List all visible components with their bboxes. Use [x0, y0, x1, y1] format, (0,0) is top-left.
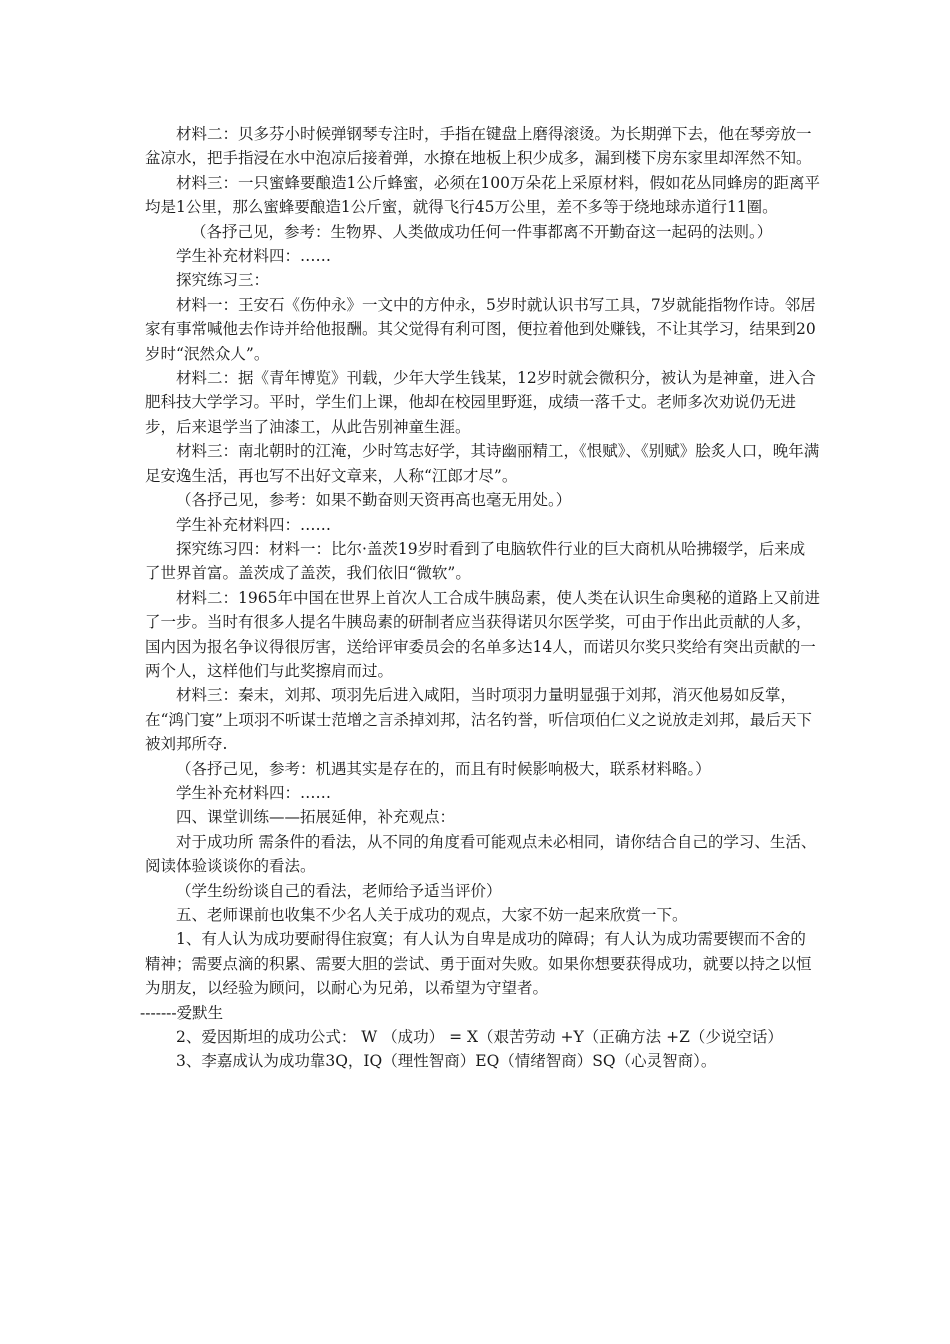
document-body [140, 122, 820, 1074]
paragraph-section-4-heading: 四、课堂训练——拓展延伸，补充观点： [176, 808, 456, 827]
paragraph-exercise-3-heading: 探究练习三： [176, 271, 270, 290]
paragraph-material-1-zhongyong: 材料一：王安石《伤仲永》一文中的方仲永，5岁时就认识书写工具，7岁就能指物作诗。邻居家有事常喊他去作诗并给他报酬。其父觉得有利可图，便拉着他到处赚钱，不让其学习，结果到20岁时“泯然众人”。 [145, 295, 816, 363]
paragraph-section-4-prompt: 对于成功所 需条件的看法，从不同的角度看可能观点未必相同，请你结合自己的学习、生活、阅读体验谈谈你的看法。 [145, 832, 817, 876]
paragraph-section-4-note: （学生纷纷谈自己的看法，老师给予适当评价） [176, 881, 502, 900]
paragraph-material-3-jiangyan: 材料三：南北朝时的江淹，少时笃志好学，其诗幽丽精工，《恨赋》、《别赋》脍炙人口，晚年满足安逸生活，再也写不出好文章来，人称“江郎才尽”。 [145, 442, 820, 485]
paragraph-student-material-4: 学生补充材料四：…… [176, 515, 332, 534]
paragraph-quote-3-likacheng: 3、李嘉成认为成功靠3Q，IQ（理性智商）EQ（情绪智商）SQ（心灵智商）。 [176, 1052, 717, 1071]
paragraph-quote-1: 1、有人认为成功要耐得住寂寞；有人认为自卑是成功的障碍；有人认为成功需要锲而不舍的精神；需要点滴的积累、需要大胆的尝试、勇于面对失败。如果你想要获得成功，就要以持之以恒为朋友，以经验为顾问，以耐心为兄弟，以希望为守望者。 [145, 930, 812, 998]
paragraph-opinion-3: （各抒己见，参考：机遇其实是存在的，而且有时候影响极大，联系材料略。） [176, 759, 711, 778]
paragraph-material-2-beethoven: 材料二：贝多芬小时候弹钢琴专注时，手指在键盘上磨得滚烫。为长期弹下去，他在琴旁放一盆凉水，把手指浸在水中泡凉后接着弹，水撩在地板上积少成多，漏到楼下房东家里却浑然不知。 [145, 125, 812, 168]
paragraph-student-material-4: 学生补充材料四：…… [176, 783, 332, 802]
paragraph-student-material-4: 学生补充材料四：…… [176, 247, 332, 266]
paragraph-material-3-liubang: 材料三：秦末，刘邦、项羽先后进入咸阳，当时项羽力量明显强于刘邦，消灭他易如反掌，在“鸿门宴”上项羽不听谋士范增之言杀掉刘邦，沽名钓誉，听信项伯仁义之说放走刘邦，最后天下被刘邦所夺. [145, 686, 812, 754]
paragraph-material-3-bees: 材料三：一只蜜蜂要酿造1公斤蜂蜜，必须在100万朵花上采原材料，假如花丛同蜂房的距离平均是1公里，那么蜜蜂要酿造1公斤蜜，就得飞行45万公里，差不多等于绕地球赤道行11圈。 [145, 173, 820, 217]
paragraph-quote-2-einstein: 2、爱因斯坦的成功公式： W （成功） = X（艰苦劳动 +Y（正确方法 +Z（少说空话） [176, 1028, 783, 1047]
paragraph-quote-1-author: -------爱默生 [140, 1003, 224, 1022]
paragraph-exercise-4-gates: 探究练习四：材料一：比尔·盖茨19岁时看到了电脑软件行业的巨大商机从哈拂辍学，后来成了世界首富。盖茨成了盖茨，我们依旧“微软”。 [145, 539, 806, 583]
paragraph-section-5-heading: 五、老师课前也收集不少名人关于成功的观点，大家不妨一起来欣赏一下。 [176, 906, 688, 924]
paragraph-material-2-prodigy: 材料二：据《青年博览》刊载，少年大学生钱某，12岁时就会微积分，被认为是神童，进入合肥科技大学学习。平时，学生们上课，他却在校园里野逛，成绩一落千丈。老师多次劝说仍无进步，后来退学当了油漆工，从此告别神童生涯。 [145, 369, 816, 436]
paragraph-material-2-insulin: 材料二：1965年中国在世界上首次人工合成牛胰岛素，使人类在认识生命奥秘的道路上又前进了一步。当时有很多人提名牛胰岛素的研制者应当获得诺贝尔医学奖，可由于作出此贡献的人多，国内因为报名争议得很厉害，送给评审委员会的名单多达14人，而诺贝尔奖只奖给有突出贡献的一两个人，这样他们与此奖擦肩而过。 [145, 588, 820, 680]
paragraph-opinion-1: （各抒己见，参考：生物界、人类做成功任何一件事都离不开勤奋这一起码的法则。） [191, 222, 773, 241]
paragraph-opinion-2: （各抒己见，参考：如果不勤奋则天资再高也毫无用处。） [176, 491, 572, 510]
